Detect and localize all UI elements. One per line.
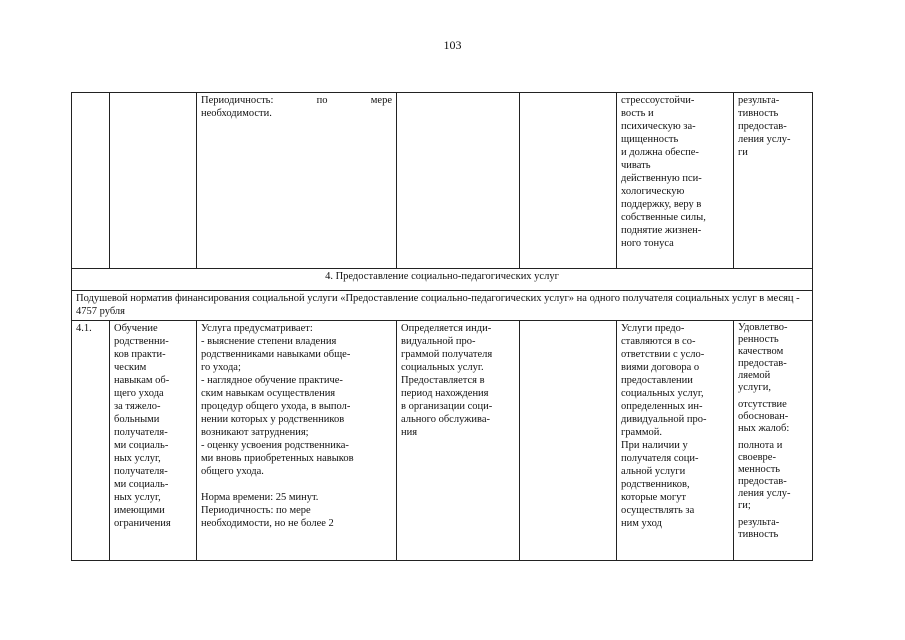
conditions-line: ного тонуса <box>621 238 674 249</box>
conditions-line: ставляются в со- <box>621 336 696 347</box>
conditions-line: граммой. <box>621 427 663 438</box>
conditions-line: дивидуальной про- <box>621 414 707 425</box>
conditions-line: осуществлять за <box>621 505 695 516</box>
cell-number: 4.1. <box>72 321 110 561</box>
conditions-line: альной услуги <box>621 466 686 477</box>
table-row-section <box>72 269 813 291</box>
timing-line: социальных услуг. <box>401 362 484 373</box>
criteria-line: отсутствие <box>738 399 787 410</box>
criteria-line: полнота и <box>738 440 783 451</box>
cell-service-description <box>197 93 397 269</box>
criteria-line: ления услу- <box>738 134 791 145</box>
name-line: больными <box>114 414 160 425</box>
conditions-line: поддержку, веру в <box>621 199 702 210</box>
name-line: щего ухода <box>114 388 164 399</box>
criteria-line: Удовлетво- <box>738 322 788 333</box>
timing-line: граммой получателя <box>401 349 493 360</box>
cell-timing <box>397 93 520 269</box>
description-line: Периодичность: по мере <box>201 505 311 516</box>
conditions-line: предоставлении <box>621 375 693 386</box>
criteria-line: ренность <box>738 334 779 345</box>
name-line: ми социаль- <box>114 479 169 490</box>
name-line: навыкам об- <box>114 375 170 386</box>
criteria-line: обоснован- <box>738 411 789 422</box>
conditions-line: социальных услуг, <box>621 388 704 399</box>
cell-criteria <box>734 93 813 269</box>
criteria-line: тивность <box>738 108 779 119</box>
conditions-line: При наличии у <box>621 440 688 451</box>
conditions-line: родственников, <box>621 479 690 490</box>
table-row-normative <box>72 291 813 321</box>
name-line: получателя- <box>114 427 168 438</box>
name-line: ных услуг, <box>114 492 161 503</box>
criteria-line: тивность <box>738 529 779 540</box>
criteria-line: услуги, <box>738 382 771 393</box>
description-line: - оценку усвоения родственника- <box>201 440 349 451</box>
description-line: - выяснение степени владения <box>201 336 337 347</box>
name-line: родственни- <box>114 336 169 347</box>
timing-line: ального обслужива- <box>401 414 491 425</box>
criteria-line: предостав- <box>738 476 787 487</box>
paragraph-gap <box>201 478 392 491</box>
timing-line: Определяется инди- <box>401 323 492 334</box>
name-line: Обучение <box>114 323 158 334</box>
conditions-line: действенную пси- <box>621 173 702 184</box>
description-line: процедур общего ухода, в выпол- <box>201 401 351 412</box>
conditions-line: собственные силы, <box>621 212 706 223</box>
criteria-line: своевре- <box>738 452 776 463</box>
name-line: получателя- <box>114 466 168 477</box>
criteria-line: менность <box>738 464 781 475</box>
description-line: родственниками навыками обще- <box>201 349 351 360</box>
name-line: ков практи- <box>114 349 166 360</box>
conditions-line: поднятие жизнен- <box>621 225 702 236</box>
description-line: - наглядное обучение практиче- <box>201 375 343 386</box>
table-row-4-1 <box>72 321 813 561</box>
name-line: имеющими <box>114 505 165 516</box>
page-number: 103 <box>443 38 462 52</box>
cell-conditions <box>617 93 734 269</box>
conditions-line: определенных ин- <box>621 401 703 412</box>
description-line: необходимости, но не более 2 <box>201 518 334 529</box>
criteria-line: качеством <box>738 346 784 357</box>
description-line: необходимости. <box>201 108 272 119</box>
timing-line: в организации соци- <box>401 401 493 412</box>
conditions-line: которые могут <box>621 492 687 503</box>
criteria-line: предостав- <box>738 121 787 132</box>
name-line: за тяжело- <box>114 401 161 412</box>
description-line: ми вновь приобретенных навыков <box>201 453 354 464</box>
conditions-line: и должна обеспе- <box>621 147 699 158</box>
conditions-line: Услуги предо- <box>621 323 685 334</box>
conditions-line: вость и <box>621 108 654 119</box>
description-line: возникают затруднения; <box>201 427 309 438</box>
cell-service-name <box>110 321 197 561</box>
name-line: ми социаль- <box>114 440 169 451</box>
section-header: 4. Предоставление социально-педагогических услуг <box>72 269 813 291</box>
conditions-line: хологическую <box>621 186 685 197</box>
description-line: ским навыкам осуществления <box>201 388 336 399</box>
conditions-line: ним уход <box>621 518 662 529</box>
criteria-line: ных жалоб: <box>738 423 790 434</box>
timing-line: период нахождения <box>401 388 489 399</box>
conditions-line: психическую за- <box>621 121 696 132</box>
timing-line: видуальной про- <box>401 336 476 347</box>
cell-service-description <box>197 321 397 561</box>
criteria-line: результа- <box>738 95 780 106</box>
criteria-line: ления услу- <box>738 488 791 499</box>
cell-empty <box>520 93 617 269</box>
cell-service-name <box>110 93 197 269</box>
time-norm-line: Норма времени: 25 минут. <box>201 492 319 503</box>
cell-conditions <box>617 321 734 561</box>
conditions-line: получателя соци- <box>621 453 699 464</box>
cell-number <box>72 93 110 269</box>
cell-criteria <box>734 321 813 561</box>
cell-timing <box>397 321 520 561</box>
conditions-line: ответствии с усло- <box>621 349 705 360</box>
description-line: нении которых у родственников <box>201 414 345 425</box>
timing-line: ния <box>401 427 418 438</box>
name-line: ческим <box>114 362 147 373</box>
description-line: Периодичность: по мере <box>201 95 392 106</box>
description-line: Услуга предусматривает: <box>201 323 313 334</box>
criteria-line: ляемой <box>738 370 771 381</box>
timing-line: Предоставляется в <box>401 375 485 386</box>
conditions-line: чивать <box>621 160 651 171</box>
criteria-line: ги <box>738 147 748 158</box>
name-line: ных услуг, <box>114 453 161 464</box>
criteria-line: результа- <box>738 517 780 528</box>
description-line: го ухода; <box>201 362 241 373</box>
services-table <box>71 92 813 561</box>
conditions-line: щищенность <box>621 134 679 145</box>
name-line: ограничения <box>114 518 171 529</box>
criteria-line: предостав- <box>738 358 787 369</box>
description-line: общего ухода. <box>201 466 264 477</box>
cell-empty <box>520 321 617 561</box>
table-row-carryover <box>72 93 813 269</box>
conditions-line: стрессоустойчи- <box>621 95 695 106</box>
criteria-line: ги; <box>738 500 751 511</box>
conditions-line: виями договора о <box>621 362 700 373</box>
normative-text: Подушевой норматив финансирования социальной услуги «Предоставление социально-педагогических услуг» на одного получателя социальных услуг в месяц - 4757 рубля <box>72 291 813 321</box>
